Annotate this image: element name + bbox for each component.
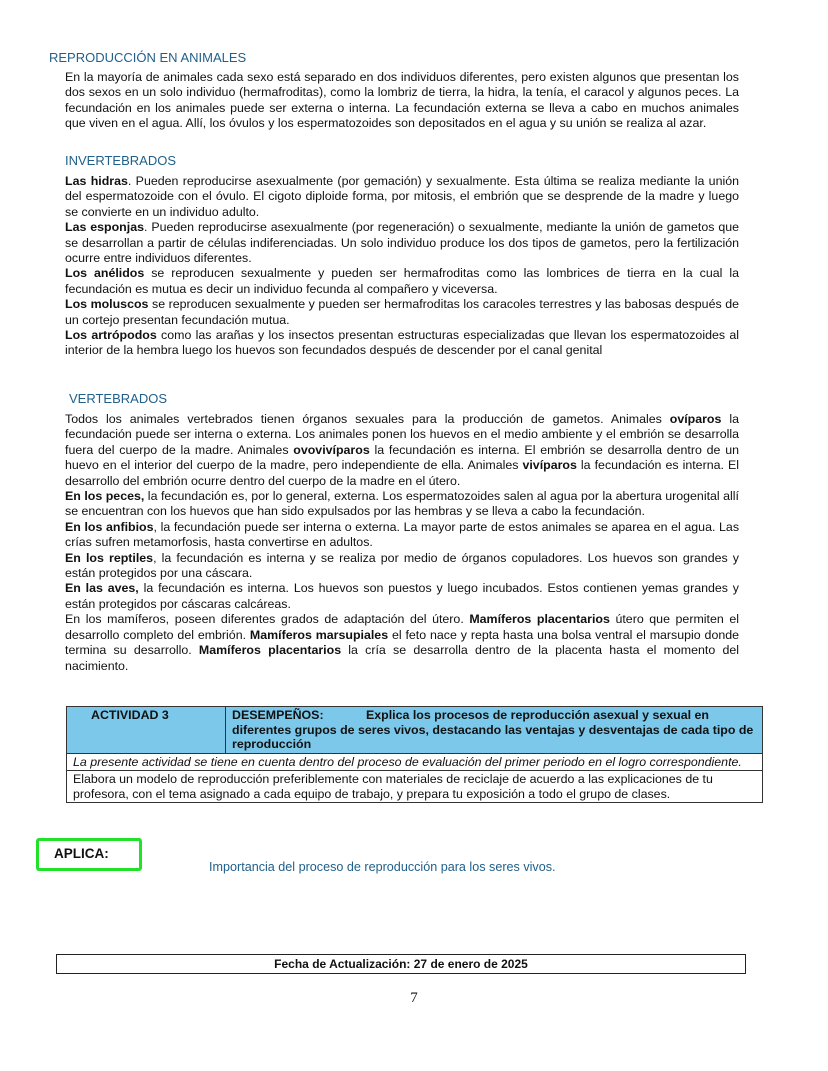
term: En los reptiles xyxy=(65,550,154,565)
term: Los moluscos xyxy=(65,297,149,312)
aplica-label: APLICA: xyxy=(54,846,109,861)
activity-instruction: Elabora un modelo de reproducción preferiblemente con materiales de reciclaje de acuerdo a las explicaciones de tu profesora, con el tema asignado a cada equipo de trabajo, y prepara tu exposición a todo el grupo de clases. xyxy=(67,771,763,803)
paragraph-esponjas: Las esponjas. Pueden reproducirse asexualmente (por regeneración) o sexualmente, mediante la unión de gametos que se desarrollan a partir de células indiferenciadas. Un solo individuo produce los dos tipos de gametos, pero la fertilización ocurre entre individuos diferentes. xyxy=(65,220,739,266)
activity-instruction-row xyxy=(67,771,763,803)
activity-note-row xyxy=(67,753,763,771)
paragraph-reptiles: En los reptiles, la fecundación es interna y se realiza por medio de órganos copuladores. Los huevos son grandes y están protegidos por una cáscara. xyxy=(65,550,739,581)
term: Los artrópodos xyxy=(65,328,157,343)
term: En las aves, xyxy=(65,581,139,596)
invertebrados-list xyxy=(0,174,740,359)
paragraph-anelidos: Los anélidos se reproducen sexualmente y pueden ser hermafroditas como las lombrices de tierra en la cual la fecundación es mutua es decir un individuo fecunda al compañero y viceversa. xyxy=(65,266,739,296)
paragraph-vertebrados-intro: Todos los animales vertebrados tienen órganos sexuales para la producción de gametos. Animales ovíparos la fecundación puede ser interna o externa. Los animales ponen los huevos en el medio ambiente y el embrión se desarrolla fuera del cuerpo de la madre. Animales ovovivíparos la fecundación es interna. El embrión se desarrolla dentro de un huevo en el interior del cuerpo de la madre, pero independiente de ella. Animales vivíparos la fecundación es interna. El desarrollo del embrión ocurre dentro del cuerpo de la madre en el útero. xyxy=(65,412,739,488)
term: En los peces, xyxy=(65,489,145,504)
section-title-invertebrados: INVERTEBRADOS xyxy=(65,153,177,168)
term: Las esponjas xyxy=(65,220,144,235)
paragraph-hidras: Las hidras. Pueden reproducirse asexualmente (por gemación) y sexualmente. Esta última se realiza mediante la unión del espermatozoide con el óvulo. El cigoto diploide forma, por mitosis, el embrión que se desprende de la madre y luego se convierte en un individuo adulto. xyxy=(65,174,740,219)
activity-note: La presente actividad se tiene en cuenta dentro del proceso de evaluación del primer periodo en el logro correspondiente. xyxy=(67,753,763,771)
term: Las hidras xyxy=(65,174,128,188)
paragraph-mamiferos: En los mamíferos, poseen diferentes grados de adaptación del útero. Mamíferos placentarios útero que permiten el desarrollo completo del embrión. Mamíferos marsupiales el feto nace y repta hasta una bolsa ventral el marsupio donde termina su desarrollo. Mamíferos placentarios la cría se desarrolla dentro de la placenta hasta el momento del nacimiento. xyxy=(65,612,740,673)
vertebrados-list xyxy=(0,412,740,674)
term: En los anfibios xyxy=(65,519,154,534)
section-title-vertebrados: VERTEBRADOS xyxy=(69,391,168,406)
activity-label: ACTIVIDAD 3 xyxy=(67,707,226,754)
section-title-reproduccion: REPRODUCCIÓN EN ANIMALES xyxy=(49,50,247,65)
paragraph-moluscos: Los moluscos se reproducen sexualmente y pueden ser hermafroditas los caracoles terrestres y las babosas después de un cortejo presentan fecundación mutua. xyxy=(65,297,739,327)
desempenos-text: Explica los procesos de reproducción asexual y sexual en diferentes grupos de seres vivos, destacando las ventajas y desventajas de cada tipo de reproducción xyxy=(232,708,754,751)
paragraph-anfibios: En los anfibios, la fecundación puede ser interna o externa. La mayor parte de estos animales se aparea en el agua. Las crías sufren metamorfosis, hasta convertirse en adultos. xyxy=(65,519,740,550)
paragraph-aves: En las aves, la fecundación es interna. Los huevos son puestos y luego incubados. Estos contienen yemas grandes y están protegidos por cáscaras calcáreas. xyxy=(65,581,739,611)
desempenos-label: DESEMPEÑOS: xyxy=(232,708,324,722)
activity-table xyxy=(66,706,763,803)
paragraph-artropodos: Los artrópodos como las arañas y los insectos presentan estructuras especializadas que llevan los espermatozoides al interior de la hembra luego los huevos son fecundados después de descender por el canal genital xyxy=(65,328,739,358)
activity-header-row xyxy=(67,707,763,754)
page-number: 7 xyxy=(410,990,418,1006)
paragraph-peces: En los peces, la fecundación es, por lo general, externa. Los espermatozoides salen al agua por la abertura urogenital allí se encuentran con los huevos que han sido expulsados por las hembras y se lleva a cabo la fecundación. xyxy=(65,489,739,519)
footer-update-date: Fecha de Actualización: 27 de enero de 2025 xyxy=(56,954,746,974)
intro-paragraph: En la mayoría de animales cada sexo está separado en dos individuos diferentes, pero existen algunos que presentan los dos sexos en un solo individuo (hermafroditas), como la lombriz de tierra, la hidra, la tenía, el caracol y algunos peces. La fecundación en los animales puede ser externa o interna. La fecundación externa se lleva a cabo en muchos animales que viven en el agua. Allí, los óvulos y los espermatozoides son depositados en el agua y su unión se realiza al azar. xyxy=(65,70,739,131)
desempenos-cell xyxy=(226,707,763,754)
term: Los anélidos xyxy=(65,266,145,281)
aplica-text: Importancia del proceso de reproducción para los seres vivos. xyxy=(209,860,556,874)
